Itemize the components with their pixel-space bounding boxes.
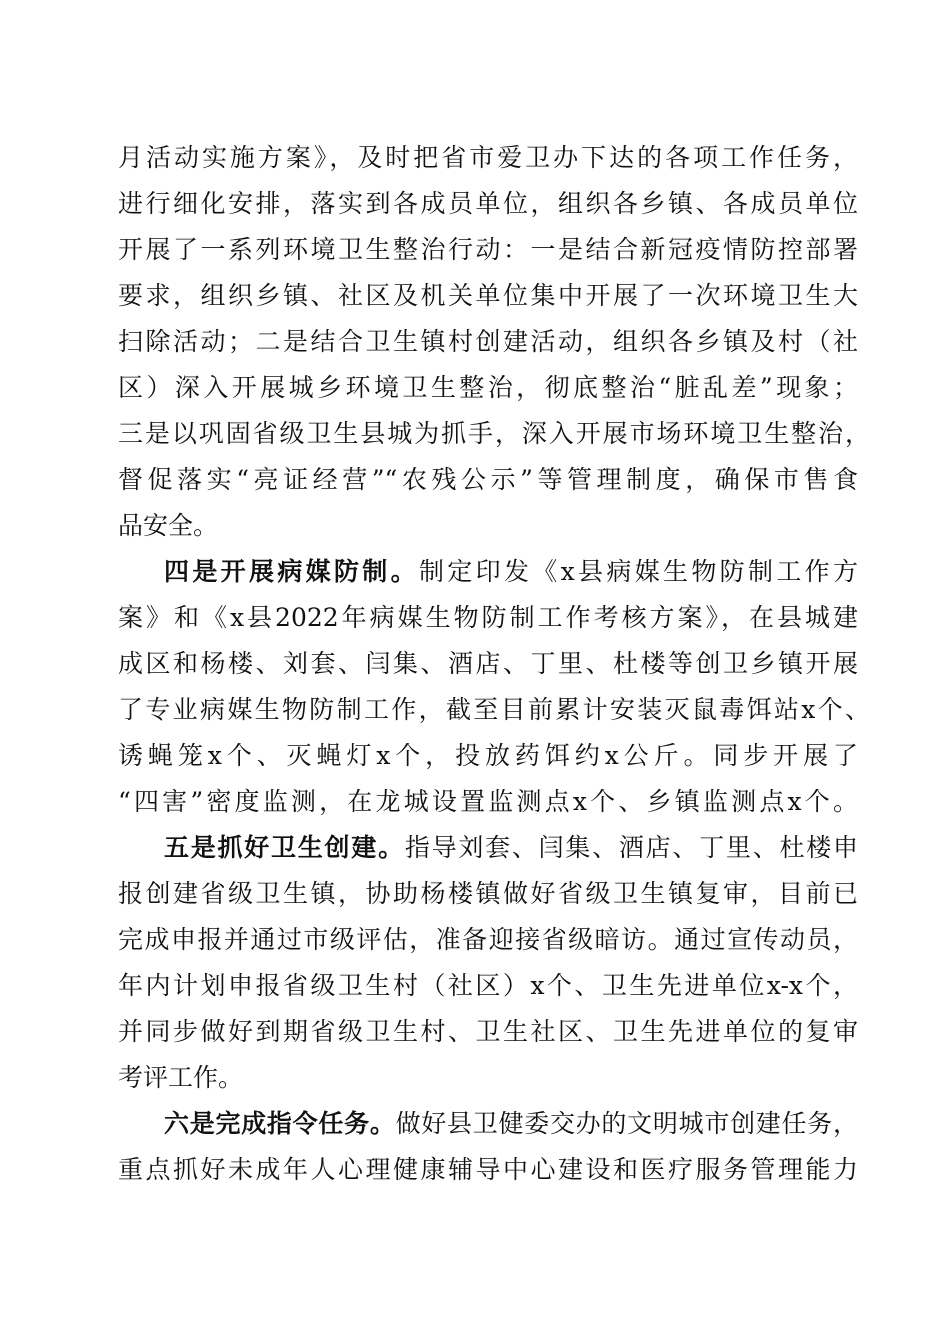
paragraph-line: 要求，组织乡镇、社区及机关单位集中开展了一次环境卫生大 xyxy=(118,281,858,310)
paragraph-line: 扫除活动；二是结合卫生镇村创建活动，组织各乡镇及村（社 xyxy=(118,327,858,356)
paragraph-line: 报创建省级卫生镇，协助杨楼镇做好省级卫生镇复审，目前已 xyxy=(118,879,858,908)
paragraph-line: 重点抓好未成年人心理健康辅导中心建设和医疗服务管理能力 xyxy=(118,1155,858,1184)
paragraph-line: 年内计划申报省级卫生村（社区）x个、卫生先进单位x-x个， xyxy=(118,971,858,1000)
paragraph-line: 诱蝇笼x个、灭蝇灯x个，投放药饵约x公斤。同步开展了 xyxy=(118,741,858,770)
section-heading: 四是开展病媒防制。 xyxy=(164,557,419,586)
paragraph-line: 并同步做好到期省级卫生村、卫生社区、卫生先进单位的复审 xyxy=(118,1017,858,1046)
paragraph-line: 进行细化安排，落实到各成员单位，组织各乡镇、各成员单位 xyxy=(118,189,858,218)
paragraph-line: 三是以巩固省级卫生县城为抓手，深入开展市场环境卫生整治， xyxy=(118,419,870,448)
paragraph-line: 成区和杨楼、刘套、闫集、酒店、丁里、杜楼等创卫乡镇开展 xyxy=(118,649,858,678)
paragraph-first-line xyxy=(164,550,858,594)
paragraph-text: 做好县卫健委交办的文明城市创建任务， xyxy=(395,1109,858,1138)
paragraph-line: 案》和《x县2022年病媒生物防制工作考核方案》，在县城建 xyxy=(118,603,858,632)
paragraph-line: 月活动实施方案》，及时把省市爱卫办下达的各项工作任务， xyxy=(118,143,858,172)
paragraph-line: 督促落实“亮证经营”“农残公示”等管理制度，确保市售食 xyxy=(118,465,858,494)
paragraph-line: 考评工作。 xyxy=(118,1063,244,1092)
paragraph-line: 完成申报并通过市级评估，准备迎接省级暗访。通过宣传动员， xyxy=(118,925,858,954)
paragraph-first-line xyxy=(164,826,858,870)
paragraph-first-line xyxy=(164,1102,858,1146)
section-heading: 六是完成指令任务。 xyxy=(164,1109,396,1138)
paragraph-line: “四害”密度监测，在龙城设置监测点x个、乡镇监测点x个。 xyxy=(118,787,858,816)
paragraph-line: 品安全。 xyxy=(118,511,219,540)
paragraph-line: 区）深入开展城乡环境卫生整治，彻底整治“脏乱差”现象； xyxy=(118,373,858,402)
paragraph-line: 了专业病媒生物防制工作，截至目前累计安装灭鼠毒饵站x个、 xyxy=(118,695,870,724)
section-heading: 五是抓好卫生创建。 xyxy=(164,833,405,862)
paragraph-line: 开展了一系列环境卫生整治行动：一是结合新冠疫情防控部署 xyxy=(118,235,858,264)
paragraph-text: 制定印发《x县病媒生物防制工作方 xyxy=(418,557,858,586)
paragraph-text: 指导刘套、闫集、酒店、丁里、杜楼申 xyxy=(404,833,858,862)
